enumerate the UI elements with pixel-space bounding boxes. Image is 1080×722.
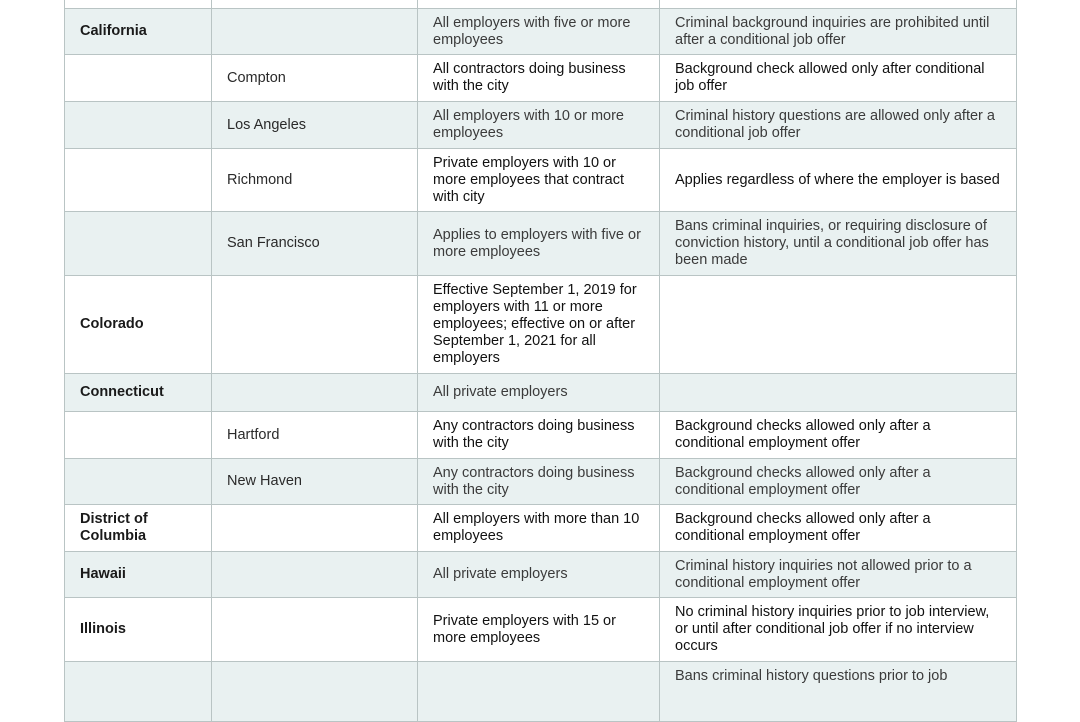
- state-cell: [65, 55, 212, 102]
- table-row: [65, 552, 1017, 598]
- table-row: [65, 102, 1017, 149]
- city-cell: [212, 0, 418, 9]
- state-cell: District of Columbia: [65, 505, 212, 552]
- city-cell: New Haven: [212, 459, 418, 505]
- table-row: [65, 662, 1017, 722]
- applies-cell: Private employers with 10 or more employees that contract with city: [418, 149, 660, 212]
- city-cell: [212, 276, 418, 374]
- table-row: [65, 459, 1017, 505]
- city-cell: [212, 505, 418, 552]
- table-row: [65, 598, 1017, 662]
- city-cell: [212, 598, 418, 662]
- applies-cell: Any contractors doing business with the city: [418, 412, 660, 459]
- city-cell: [212, 552, 418, 598]
- applies-cell: All employers with five or more employees: [418, 9, 660, 55]
- notes-cell: Criminal history questions are allowed only after a conditional job offer: [660, 102, 1017, 149]
- applies-cell: All contractors doing business with the city: [418, 55, 660, 102]
- state-cell: California: [65, 9, 212, 55]
- state-cell: [65, 212, 212, 276]
- table-row: [65, 374, 1017, 412]
- table-row: [65, 0, 1017, 9]
- ban-the-box-table: [64, 0, 1017, 722]
- state-cell: Hawaii: [65, 552, 212, 598]
- applies-cell: Applies to employers with five or more employees: [418, 212, 660, 276]
- table-row: [65, 212, 1017, 276]
- notes-cell: Background checks allowed only after a conditional employment offer: [660, 412, 1017, 459]
- applies-cell: [418, 662, 660, 722]
- notes-cell: Criminal background inquiries are prohibited until after a conditional job offer: [660, 9, 1017, 55]
- city-cell: [212, 374, 418, 412]
- table-row: [65, 9, 1017, 55]
- notes-cell: Background check allowed only after conditional job offer: [660, 55, 1017, 102]
- notes-cell: Bans criminal history questions prior to job: [660, 662, 1017, 722]
- state-cell: Colorado: [65, 276, 212, 374]
- notes-cell: No criminal history inquiries prior to job interview, or until after conditional job offer if no interview occurs: [660, 598, 1017, 662]
- applies-cell: All employers with more than 10 employees: [418, 505, 660, 552]
- applies-cell: [418, 0, 660, 9]
- city-cell: [212, 9, 418, 55]
- table-row: [65, 276, 1017, 374]
- applies-cell: Any contractors doing business with the city: [418, 459, 660, 505]
- notes-cell: Background checks allowed only after a conditional employment offer: [660, 459, 1017, 505]
- applies-cell: Private employers with 15 or more employees: [418, 598, 660, 662]
- table-row: [65, 149, 1017, 212]
- city-cell: Compton: [212, 55, 418, 102]
- state-cell: [65, 459, 212, 505]
- city-cell: Hartford: [212, 412, 418, 459]
- table-row: [65, 412, 1017, 459]
- city-cell: Richmond: [212, 149, 418, 212]
- state-cell: [65, 662, 212, 722]
- applies-cell: All private employers: [418, 552, 660, 598]
- notes-cell: Background checks allowed only after a conditional employment offer: [660, 505, 1017, 552]
- notes-cell: Applies regardless of where the employer is based: [660, 149, 1017, 212]
- table-row: [65, 55, 1017, 102]
- state-cell: Connecticut: [65, 374, 212, 412]
- notes-cell: Bans criminal inquiries, or requiring disclosure of conviction history, until a conditional job offer has been made: [660, 212, 1017, 276]
- applies-cell: All private employers: [418, 374, 660, 412]
- state-cell: [65, 0, 212, 9]
- table-row: [65, 505, 1017, 552]
- applies-cell: Effective September 1, 2019 for employers with 11 or more employees; effective on or after September 1, 2021 for all employers: [418, 276, 660, 374]
- notes-cell: Criminal history inquiries not allowed prior to a conditional employment offer: [660, 552, 1017, 598]
- city-cell: Los Angeles: [212, 102, 418, 149]
- city-cell: San Francisco: [212, 212, 418, 276]
- state-cell: [65, 149, 212, 212]
- state-cell: Illinois: [65, 598, 212, 662]
- notes-cell: [660, 374, 1017, 412]
- state-cell: [65, 412, 212, 459]
- notes-cell: [660, 276, 1017, 374]
- city-cell: [212, 662, 418, 722]
- applies-cell: All employers with 10 or more employees: [418, 102, 660, 149]
- state-cell: [65, 102, 212, 149]
- notes-cell: [660, 0, 1017, 9]
